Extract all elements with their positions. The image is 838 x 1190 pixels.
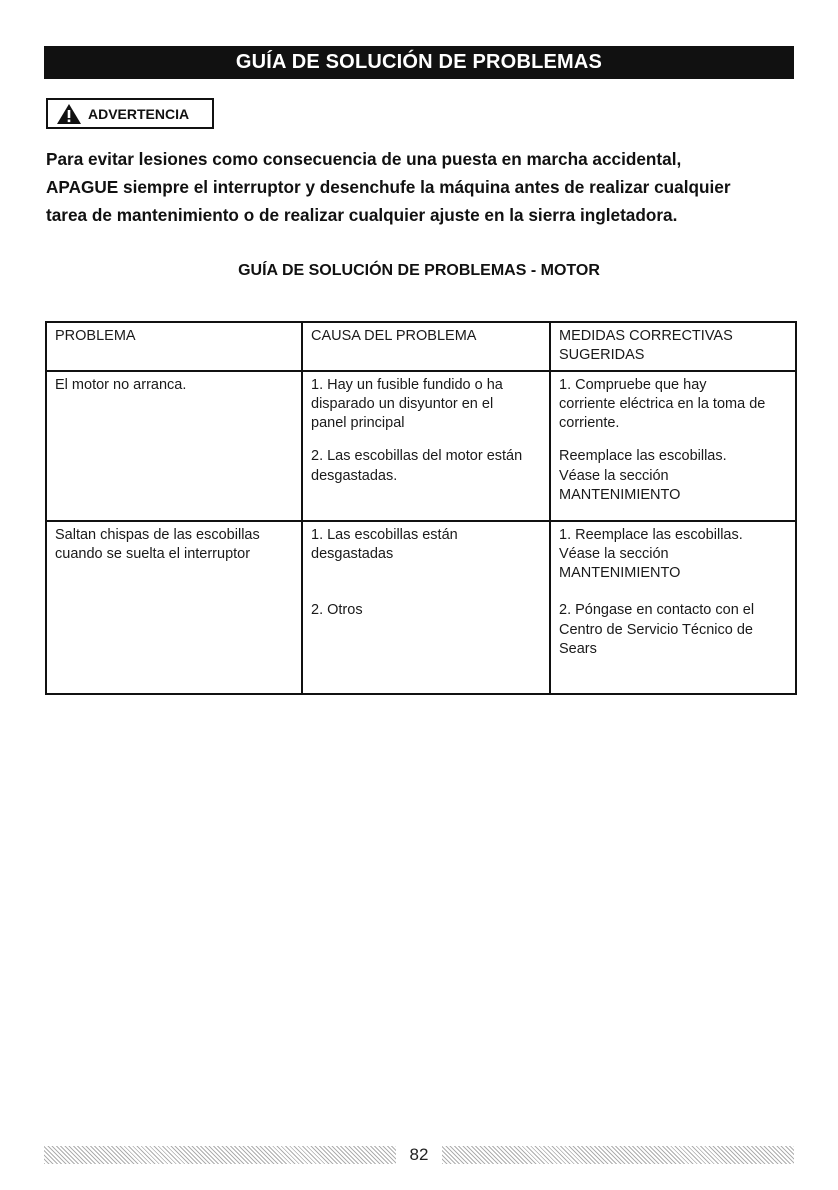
footer-hatch-left: [44, 1146, 396, 1164]
table-row: [46, 521, 796, 694]
warning-label-box: [46, 98, 214, 129]
page-number: 82: [409, 1145, 429, 1164]
footer-hatch-right: [442, 1146, 794, 1164]
safety-warning-line: APAGUE siempre el interruptor y desenchufe la máquina antes de realizar cualquier: [46, 177, 731, 197]
safety-warning-line: tarea de mantenimiento o de realizar cualquier ajuste en la sierra ingletadora.: [46, 205, 678, 225]
safety-warning-text: [46, 145, 806, 229]
warning-triangle-icon: [56, 103, 82, 125]
page-footer: [44, 1145, 794, 1165]
table-header-row: [46, 322, 796, 371]
cell-cause: 1. Las escobillas están desgastadas 2. Otros: [302, 521, 550, 694]
page-header-bar: [44, 46, 794, 79]
cell-remedy: 1. Compruebe que hay corriente eléctrica en la toma de corriente. Reemplace las escobillas. Véase la sección MANTENIMIENTO: [550, 371, 796, 521]
warning-label: ADVERTENCIA: [88, 105, 190, 122]
cell-cause: 1. Hay un fusible fundido o ha disparado un disyuntor en el panel principal 2. Las escobillas del motor están desgastadas.: [302, 371, 550, 521]
page-title: GUÍA DE SOLUCIÓN DE PROBLEMAS: [235, 51, 603, 73]
table-row: [46, 371, 796, 521]
section-subtitle: GUÍA DE SOLUCIÓN DE PROBLEMAS - MOTOR: [238, 262, 600, 279]
troubleshooting-table: [45, 321, 797, 695]
header-problem: PROBLEMA: [46, 322, 302, 371]
safety-warning-line: Para evitar lesiones como consecuencia de una puesta en marcha accidental,: [46, 149, 682, 169]
cell-problem: El motor no arranca.: [46, 371, 302, 521]
cell-problem: Saltan chispas de las escobillas cuando se suelta el interruptor: [46, 521, 302, 694]
cell-remedy: 1. Reemplace las escobillas. Véase la sección MANTENIMIENTO 2. Póngase en contacto con el Centro de Servicio Técnico de Sears: [550, 521, 796, 694]
header-cause: CAUSA DEL PROBLEMA: [302, 322, 550, 371]
header-remedy: MEDIDAS CORRECTIVAS SUGERIDAS: [550, 322, 796, 371]
